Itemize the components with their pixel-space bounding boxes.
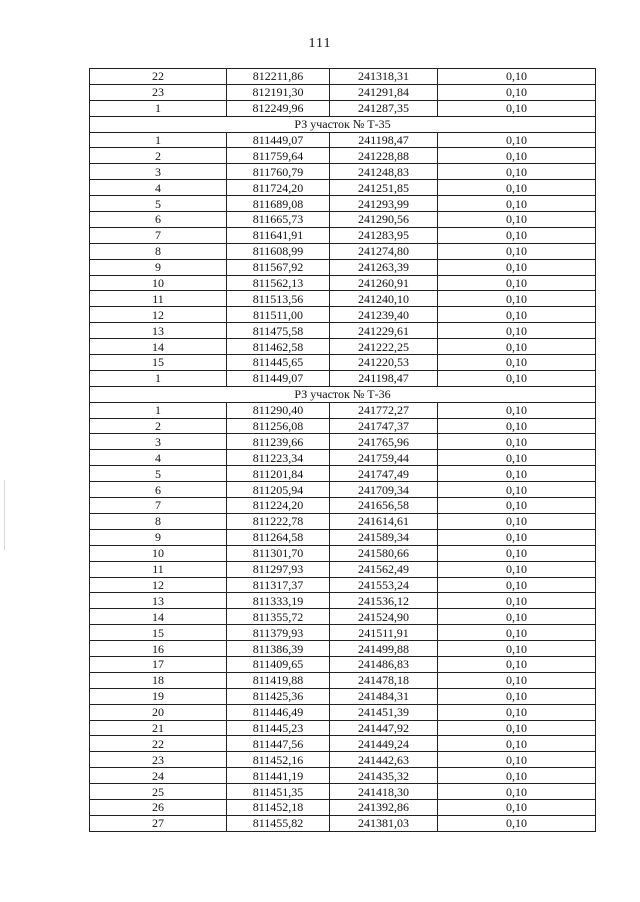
y-coordinate-cell: 241589,34 <box>330 529 438 545</box>
x-coordinate-cell: 811452,16 <box>227 752 330 768</box>
value-cell: 0,10 <box>438 561 596 577</box>
table-row <box>90 434 596 450</box>
table-row <box>90 259 596 275</box>
y-coordinate-cell: 241442,63 <box>330 752 438 768</box>
table-row <box>90 513 596 529</box>
y-coordinate-cell: 241291,84 <box>330 84 438 100</box>
y-coordinate-cell: 241198,47 <box>330 370 438 386</box>
value-cell: 0,10 <box>438 688 596 704</box>
x-coordinate-cell: 812191,30 <box>227 84 330 100</box>
section-header-row <box>90 386 596 402</box>
y-coordinate-cell: 241239,40 <box>330 307 438 323</box>
y-coordinate-cell: 241222,25 <box>330 339 438 355</box>
point-number-cell: 16 <box>90 641 227 657</box>
value-cell: 0,10 <box>438 498 596 514</box>
y-coordinate-cell: 241318,31 <box>330 69 438 85</box>
table-row <box>90 243 596 259</box>
point-number-cell: 7 <box>90 227 227 243</box>
point-number-cell: 1 <box>90 402 227 418</box>
table-row <box>90 291 596 307</box>
y-coordinate-cell: 241287,35 <box>330 100 438 116</box>
x-coordinate-cell: 811239,66 <box>227 434 330 450</box>
value-cell: 0,10 <box>438 752 596 768</box>
x-coordinate-cell: 811665,73 <box>227 212 330 228</box>
x-coordinate-cell: 811297,93 <box>227 561 330 577</box>
y-coordinate-cell: 241484,31 <box>330 688 438 704</box>
value-cell: 0,10 <box>438 132 596 148</box>
y-coordinate-cell: 241260,91 <box>330 275 438 291</box>
y-coordinate-cell: 241656,58 <box>330 498 438 514</box>
value-cell: 0,10 <box>438 625 596 641</box>
point-number-cell: 12 <box>90 307 227 323</box>
x-coordinate-cell: 811455,82 <box>227 815 330 831</box>
x-coordinate-cell: 811317,37 <box>227 577 330 593</box>
y-coordinate-cell: 241293,99 <box>330 196 438 212</box>
table-row <box>90 545 596 561</box>
x-coordinate-cell: 811379,93 <box>227 625 330 641</box>
point-number-cell: 27 <box>90 815 227 831</box>
table-row <box>90 672 596 688</box>
value-cell: 0,10 <box>438 577 596 593</box>
section-title: РЗ участок № Т-35 <box>90 116 596 132</box>
x-coordinate-cell: 811264,58 <box>227 529 330 545</box>
x-coordinate-cell: 811441,19 <box>227 768 330 784</box>
point-number-cell: 21 <box>90 720 227 736</box>
point-number-cell: 11 <box>90 291 227 307</box>
point-number-cell: 24 <box>90 768 227 784</box>
table-row <box>90 212 596 228</box>
x-coordinate-cell: 811445,23 <box>227 720 330 736</box>
y-coordinate-cell: 241747,37 <box>330 418 438 434</box>
value-cell: 0,10 <box>438 323 596 339</box>
point-number-cell: 4 <box>90 180 227 196</box>
table-row <box>90 196 596 212</box>
table-row <box>90 275 596 291</box>
value-cell: 0,10 <box>438 212 596 228</box>
value-cell: 0,10 <box>438 593 596 609</box>
x-coordinate-cell: 811201,84 <box>227 466 330 482</box>
y-coordinate-cell: 241418,30 <box>330 784 438 800</box>
x-coordinate-cell: 811475,58 <box>227 323 330 339</box>
table-row <box>90 307 596 323</box>
value-cell: 0,10 <box>438 736 596 752</box>
point-number-cell: 3 <box>90 434 227 450</box>
table-row <box>90 577 596 593</box>
point-number-cell: 2 <box>90 418 227 434</box>
value-cell: 0,10 <box>438 307 596 323</box>
y-coordinate-cell: 241614,61 <box>330 513 438 529</box>
point-number-cell: 17 <box>90 656 227 672</box>
table-row <box>90 418 596 434</box>
point-number-cell: 8 <box>90 513 227 529</box>
x-coordinate-cell: 811445,65 <box>227 355 330 371</box>
point-number-cell: 22 <box>90 736 227 752</box>
value-cell: 0,10 <box>438 641 596 657</box>
table-row <box>90 148 596 164</box>
point-number-cell: 20 <box>90 704 227 720</box>
x-coordinate-cell: 811449,07 <box>227 132 330 148</box>
value-cell: 0,10 <box>438 768 596 784</box>
y-coordinate-cell: 241486,83 <box>330 656 438 672</box>
point-number-cell: 11 <box>90 561 227 577</box>
table-row <box>90 752 596 768</box>
x-coordinate-cell: 812211,86 <box>227 69 330 85</box>
y-coordinate-cell: 241765,96 <box>330 434 438 450</box>
value-cell: 0,10 <box>438 513 596 529</box>
table-row <box>90 164 596 180</box>
point-number-cell: 1 <box>90 132 227 148</box>
table-row <box>90 84 596 100</box>
point-number-cell: 8 <box>90 243 227 259</box>
point-number-cell: 13 <box>90 323 227 339</box>
y-coordinate-cell: 241263,39 <box>330 259 438 275</box>
table-row <box>90 641 596 657</box>
table-row <box>90 609 596 625</box>
point-number-cell: 23 <box>90 752 227 768</box>
value-cell: 0,10 <box>438 529 596 545</box>
x-coordinate-cell: 811511,00 <box>227 307 330 323</box>
y-coordinate-cell: 241220,53 <box>330 355 438 371</box>
point-number-cell: 3 <box>90 164 227 180</box>
value-cell: 0,10 <box>438 720 596 736</box>
x-coordinate-cell: 811449,07 <box>227 370 330 386</box>
value-cell: 0,10 <box>438 148 596 164</box>
point-number-cell: 26 <box>90 799 227 815</box>
y-coordinate-cell: 241499,88 <box>330 641 438 657</box>
value-cell: 0,10 <box>438 339 596 355</box>
point-number-cell: 1 <box>90 100 227 116</box>
value-cell: 0,10 <box>438 545 596 561</box>
x-coordinate-cell: 811451,35 <box>227 784 330 800</box>
table-row <box>90 815 596 831</box>
value-cell: 0,10 <box>438 69 596 85</box>
table-row <box>90 720 596 736</box>
table-row <box>90 466 596 482</box>
table-row <box>90 100 596 116</box>
point-number-cell: 1 <box>90 370 227 386</box>
table-row <box>90 450 596 466</box>
table-row <box>90 768 596 784</box>
value-cell: 0,10 <box>438 180 596 196</box>
value-cell: 0,10 <box>438 799 596 815</box>
value-cell: 0,10 <box>438 609 596 625</box>
x-coordinate-cell: 811355,72 <box>227 609 330 625</box>
value-cell: 0,10 <box>438 243 596 259</box>
table-row <box>90 339 596 355</box>
point-number-cell: 9 <box>90 529 227 545</box>
y-coordinate-cell: 241536,12 <box>330 593 438 609</box>
y-coordinate-cell: 241290,56 <box>330 212 438 228</box>
x-coordinate-cell: 811462,58 <box>227 339 330 355</box>
value-cell: 0,10 <box>438 402 596 418</box>
point-number-cell: 6 <box>90 212 227 228</box>
table-row <box>90 704 596 720</box>
point-number-cell: 4 <box>90 450 227 466</box>
table-row <box>90 498 596 514</box>
table-row <box>90 402 596 418</box>
y-coordinate-cell: 241709,34 <box>330 482 438 498</box>
point-number-cell: 19 <box>90 688 227 704</box>
y-coordinate-cell: 241240,10 <box>330 291 438 307</box>
y-coordinate-cell: 241553,24 <box>330 577 438 593</box>
point-number-cell: 9 <box>90 259 227 275</box>
value-cell: 0,10 <box>438 704 596 720</box>
x-coordinate-cell: 811222,78 <box>227 513 330 529</box>
table-row <box>90 227 596 243</box>
x-coordinate-cell: 811409,65 <box>227 656 330 672</box>
x-coordinate-cell: 811608,99 <box>227 243 330 259</box>
page-number: 111 <box>308 36 332 51</box>
y-coordinate-cell: 241251,85 <box>330 180 438 196</box>
point-number-cell: 6 <box>90 482 227 498</box>
y-coordinate-cell: 241274,80 <box>330 243 438 259</box>
point-number-cell: 10 <box>90 275 227 291</box>
table-row <box>90 355 596 371</box>
x-coordinate-cell: 811290,40 <box>227 402 330 418</box>
value-cell: 0,10 <box>438 450 596 466</box>
point-number-cell: 22 <box>90 69 227 85</box>
x-coordinate-cell: 811224,20 <box>227 498 330 514</box>
x-coordinate-cell: 811447,56 <box>227 736 330 752</box>
x-coordinate-cell: 811301,70 <box>227 545 330 561</box>
y-coordinate-cell: 241229,61 <box>330 323 438 339</box>
y-coordinate-cell: 241198,47 <box>330 132 438 148</box>
x-coordinate-cell: 811513,56 <box>227 291 330 307</box>
table-row <box>90 323 596 339</box>
y-coordinate-cell: 241392,86 <box>330 799 438 815</box>
table-row <box>90 180 596 196</box>
y-coordinate-cell: 241524,90 <box>330 609 438 625</box>
y-coordinate-cell: 241580,66 <box>330 545 438 561</box>
x-coordinate-cell: 811386,39 <box>227 641 330 657</box>
table-row <box>90 688 596 704</box>
table-row <box>90 656 596 672</box>
section-title: РЗ участок № Т-36 <box>90 386 596 402</box>
point-number-cell: 10 <box>90 545 227 561</box>
x-coordinate-cell: 811724,20 <box>227 180 330 196</box>
y-coordinate-cell: 241451,39 <box>330 704 438 720</box>
value-cell: 0,10 <box>438 100 596 116</box>
value-cell: 0,10 <box>438 656 596 672</box>
value-cell: 0,10 <box>438 84 596 100</box>
x-coordinate-cell: 811333,19 <box>227 593 330 609</box>
y-coordinate-cell: 241747,49 <box>330 466 438 482</box>
y-coordinate-cell: 241772,27 <box>330 402 438 418</box>
y-coordinate-cell: 241759,44 <box>330 450 438 466</box>
scan-artifact-line <box>4 480 5 550</box>
x-coordinate-cell: 811689,08 <box>227 196 330 212</box>
value-cell: 0,10 <box>438 418 596 434</box>
value-cell: 0,10 <box>438 466 596 482</box>
x-coordinate-cell: 811419,88 <box>227 672 330 688</box>
point-number-cell: 15 <box>90 355 227 371</box>
table-row <box>90 736 596 752</box>
value-cell: 0,10 <box>438 672 596 688</box>
point-number-cell: 7 <box>90 498 227 514</box>
x-coordinate-cell: 811562,13 <box>227 275 330 291</box>
x-coordinate-cell: 811452,18 <box>227 799 330 815</box>
value-cell: 0,10 <box>438 482 596 498</box>
point-number-cell: 5 <box>90 196 227 212</box>
x-coordinate-cell: 811205,94 <box>227 482 330 498</box>
x-coordinate-cell: 811760,79 <box>227 164 330 180</box>
coordinates-table <box>89 68 596 832</box>
table-row <box>90 69 596 85</box>
x-coordinate-cell: 811567,92 <box>227 259 330 275</box>
x-coordinate-cell: 811641,91 <box>227 227 330 243</box>
y-coordinate-cell: 241449,24 <box>330 736 438 752</box>
value-cell: 0,10 <box>438 275 596 291</box>
table-row <box>90 132 596 148</box>
value-cell: 0,10 <box>438 370 596 386</box>
x-coordinate-cell: 811425,36 <box>227 688 330 704</box>
table-row <box>90 784 596 800</box>
table-row <box>90 625 596 641</box>
value-cell: 0,10 <box>438 196 596 212</box>
x-coordinate-cell: 811256,08 <box>227 418 330 434</box>
point-number-cell: 13 <box>90 593 227 609</box>
x-coordinate-cell: 811759,64 <box>227 148 330 164</box>
table-row <box>90 482 596 498</box>
section-header-row <box>90 116 596 132</box>
y-coordinate-cell: 241511,91 <box>330 625 438 641</box>
value-cell: 0,10 <box>438 259 596 275</box>
y-coordinate-cell: 241248,83 <box>330 164 438 180</box>
table-row <box>90 561 596 577</box>
x-coordinate-cell: 812249,96 <box>227 100 330 116</box>
value-cell: 0,10 <box>438 434 596 450</box>
y-coordinate-cell: 241381,03 <box>330 815 438 831</box>
point-number-cell: 12 <box>90 577 227 593</box>
table-row <box>90 370 596 386</box>
point-number-cell: 18 <box>90 672 227 688</box>
value-cell: 0,10 <box>438 164 596 180</box>
y-coordinate-cell: 241447,92 <box>330 720 438 736</box>
y-coordinate-cell: 241283,95 <box>330 227 438 243</box>
y-coordinate-cell: 241228,88 <box>330 148 438 164</box>
point-number-cell: 2 <box>90 148 227 164</box>
x-coordinate-cell: 811223,34 <box>227 450 330 466</box>
table-row <box>90 799 596 815</box>
table-row <box>90 529 596 545</box>
y-coordinate-cell: 241562,49 <box>330 561 438 577</box>
table-row <box>90 593 596 609</box>
value-cell: 0,10 <box>438 291 596 307</box>
point-number-cell: 25 <box>90 784 227 800</box>
point-number-cell: 15 <box>90 625 227 641</box>
y-coordinate-cell: 241478,18 <box>330 672 438 688</box>
value-cell: 0,10 <box>438 784 596 800</box>
value-cell: 0,10 <box>438 815 596 831</box>
point-number-cell: 14 <box>90 609 227 625</box>
y-coordinate-cell: 241435,32 <box>330 768 438 784</box>
coordinates-table-body <box>90 69 596 832</box>
x-coordinate-cell: 811446,49 <box>227 704 330 720</box>
point-number-cell: 23 <box>90 84 227 100</box>
value-cell: 0,10 <box>438 227 596 243</box>
point-number-cell: 14 <box>90 339 227 355</box>
value-cell: 0,10 <box>438 355 596 371</box>
point-number-cell: 5 <box>90 466 227 482</box>
